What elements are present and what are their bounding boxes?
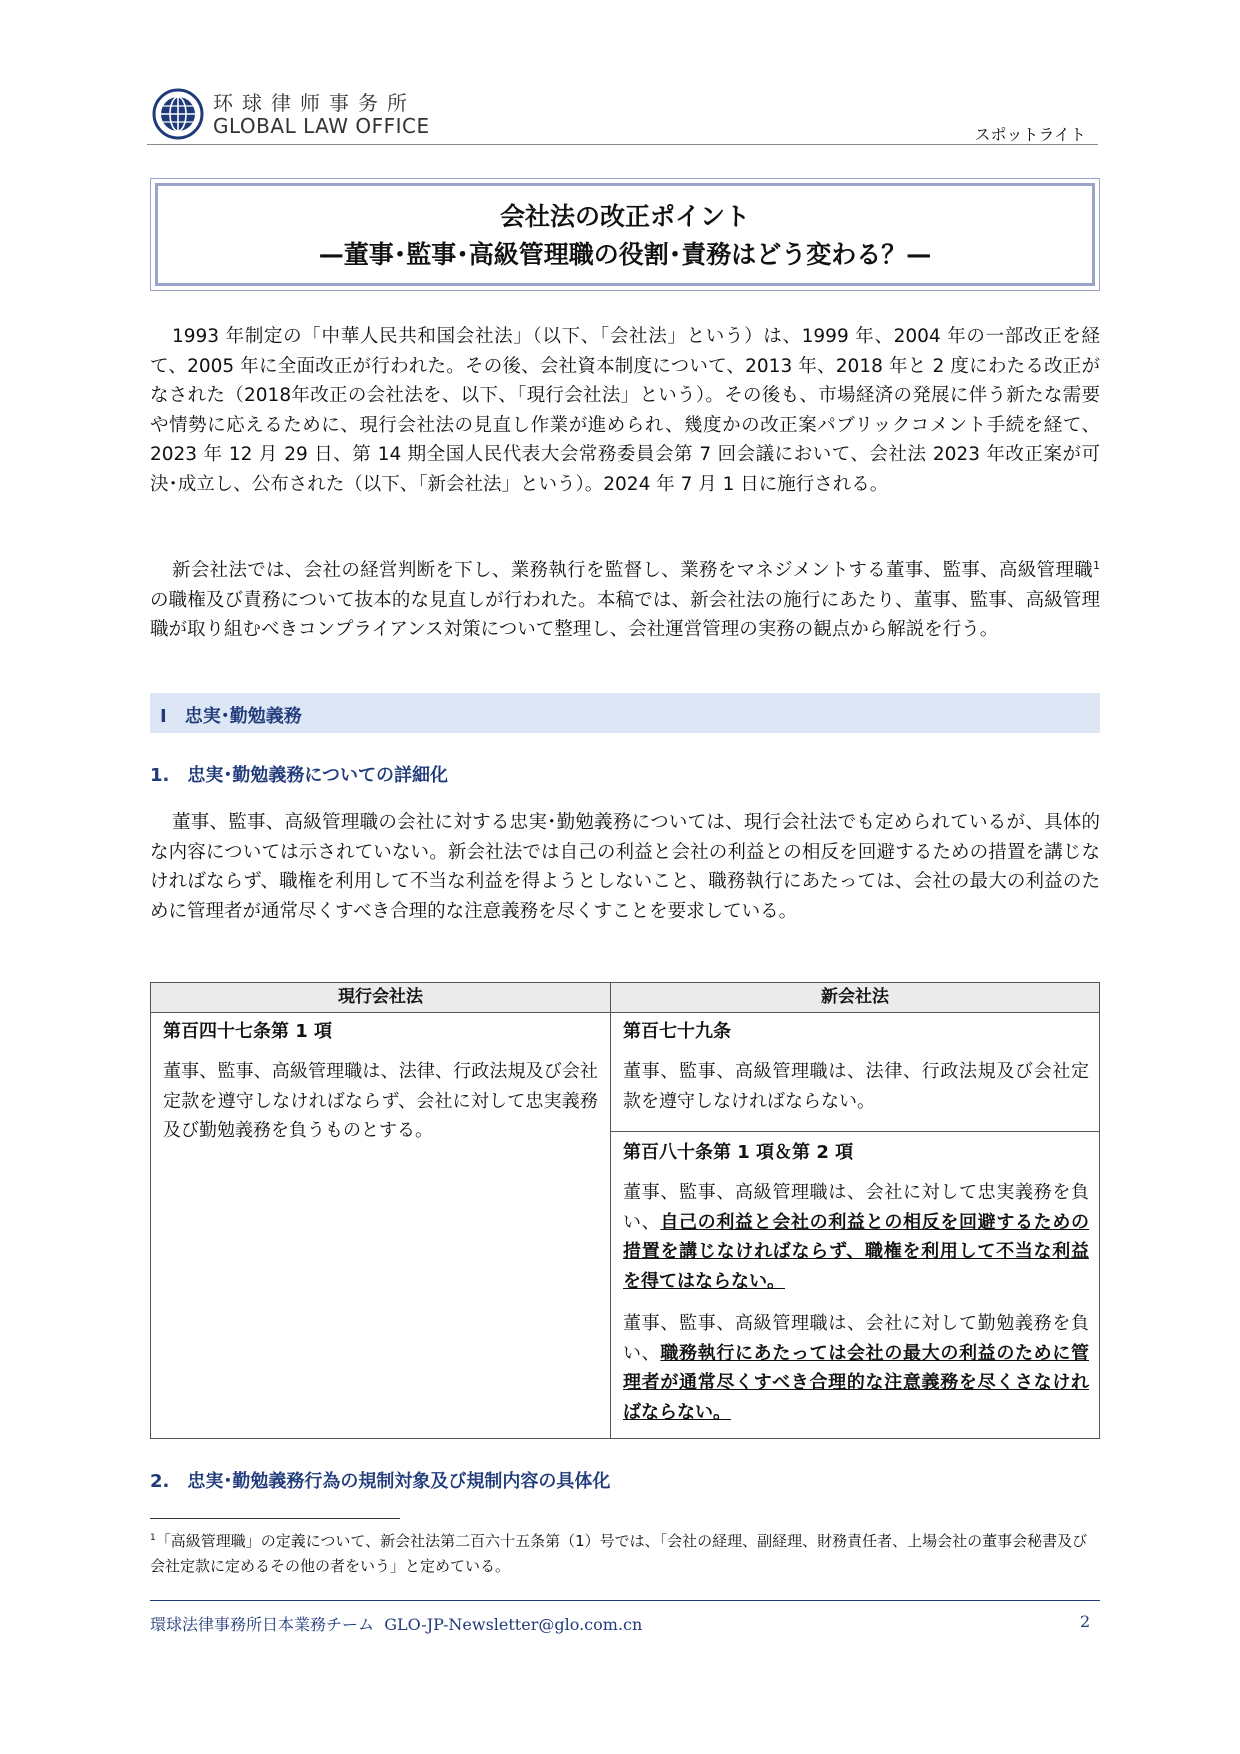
table-header-current-law: 現行会社法: [151, 983, 610, 1013]
logo-english-name: GLOBAL LAW OFFICE: [213, 114, 430, 138]
footer-team: 環球法律事務所日本業務チーム: [150, 1615, 375, 1634]
footnote-mark: 1: [150, 1533, 156, 1543]
footer-email-link[interactable]: GLO-JP-Newsletter@glo.com.cn: [384, 1615, 643, 1634]
right-article-2-p1-plain: 董事、監事、高級管理職は、会社に対して忠実義務を負い、: [623, 1182, 1089, 1233]
right-article-2-p2-plain: 董事、監事、高級管理職は、会社に対して勤勉義務を負い、: [623, 1313, 1089, 1364]
footer-contact: [150, 1612, 642, 1635]
right-article-1-text: 董事、監事、高級管理職は、法律、行政法規及び会社定款を遵守しなければならない。: [623, 1061, 1089, 1112]
comparison-table: [150, 982, 1100, 1439]
table-row-divider: [611, 1131, 1099, 1132]
title-line-2: —董事･監事･高級管理職の役割･責務はどう変わる？—: [318, 240, 932, 269]
footnote-divider: [150, 1518, 400, 1519]
table-header-new-law: 新会社法: [611, 983, 1099, 1013]
section-heading-bar: [150, 693, 1100, 733]
table-column-divider: [610, 983, 611, 1438]
subheading-1-paragraph: 董事、監事、高級管理職の会社に対する忠実･勤勉義務については、現行会社法でも定められているが、具体的な内容については示されていない。新会社法では自己の利益と会社の利益との相反を回避するための措置を講じなければならず、職権を利用して不当な利益を得ようとしないこと、職務執行にあたっては、会社の最大の利益のために管理者が通常尽くすべき合理的な注意義務を尽くすことを要求している。: [150, 812, 1100, 922]
title-box: [150, 178, 1100, 291]
title-line-1: 会社法の改正ポイント: [499, 202, 750, 231]
intro-paragraph-2-part-a: 新会社法では、会社の経営判断を下し、業務執行を監督し、業務をマネジメントする董事、監事、高級管理職: [172, 560, 1093, 582]
footnote-text: 「高級管理職」の定義について、新会社法第二百六十五条第（1）号では、「会社の経理、副経理、財務責任者、上場会社の董事会秘書及び会社定款に定めるその他の者をいう」と定めている。: [150, 1532, 1088, 1575]
globe-logo-icon: [152, 88, 204, 140]
section-heading: I 忠実･勤勉義務: [160, 706, 302, 727]
right-article-2-p2-underlined: 職務執行にあたっては会社の最大の利益のために管理者が通常尽くすべき合理的な注意義務を尽くさなければならない。: [623, 1342, 1090, 1423]
left-article-number: 第百四十七条第 1 項: [163, 1021, 333, 1042]
left-article-text: 董事、監事、高級管理職は、法律、行政法規及び会社定款を遵守しなければならず、会社に対して忠実義務及び勤勉義務を負うものとする。: [163, 1061, 598, 1141]
right-article-2-p1-underlined: 自己の利益と会社の利益との相反を回避するための措置を講じなければならず、職権を利用して不当な利益を得てはならない。: [623, 1211, 1090, 1292]
footnote: [150, 1526, 1100, 1579]
intro-paragraph-2: [150, 551, 1100, 645]
header-divider: [147, 144, 1098, 145]
footer-divider: [150, 1600, 1100, 1601]
section-label: スポットライト: [974, 125, 1086, 144]
right-article-2-paragraph-1: [623, 1178, 1089, 1296]
right-article-2-paragraph-2: [623, 1309, 1089, 1427]
page-number: 2: [1080, 1612, 1091, 1631]
right-article-1-number: 第百七十九条: [623, 1021, 731, 1042]
subheading-2: 2. 忠実･勤勉義務行為の規制対象及び規制内容の具体化: [150, 1471, 611, 1492]
footnote-ref[interactable]: 1: [1093, 559, 1100, 572]
intro-paragraph-2-part-b: の職権及び責務について抜本的な見直しが行われた。本稿では、新会社法の施行にあたり、董事、監事、高級管理職が取り組むべきコンプライアンス対策について整理し、会社運営管理の実務の観点から解説を行う。: [150, 589, 1100, 641]
right-article-2-number: 第百八十条第 1 項＆第 2 項: [623, 1142, 854, 1163]
subheading-1: 1. 忠実･勤勉義務についての詳細化: [150, 765, 449, 786]
logo-chinese-name: 环球律师事务所: [213, 91, 416, 115]
intro-paragraph-1: 1993 年制定の「中華人民共和国会社法」（以下、「会社法」という）は、1999 年、2004 年の一部改正を経て、2005 年に全面改正が行われた。その後、会社資本制度について、2013 年、2018 年と 2 度にわたる改正がなされた（2018年改正の会社法を、以下、「現行会社法」という）。その後も、市場経済の発展に伴う新たな需要や情勢に応えるために、現行会社法の見直し作業が進められ、幾度かの改正案パブリックコメント手続を経て、2023 年 12 月 29 日、第 14 期全国人民代表大会常務委員会第 7 回会議において、会社法 2023 年改正案が可決･成立し、公布された（以下、「新会社法」という）。2024 年 7 月 1 日に施行される。: [150, 326, 1100, 495]
